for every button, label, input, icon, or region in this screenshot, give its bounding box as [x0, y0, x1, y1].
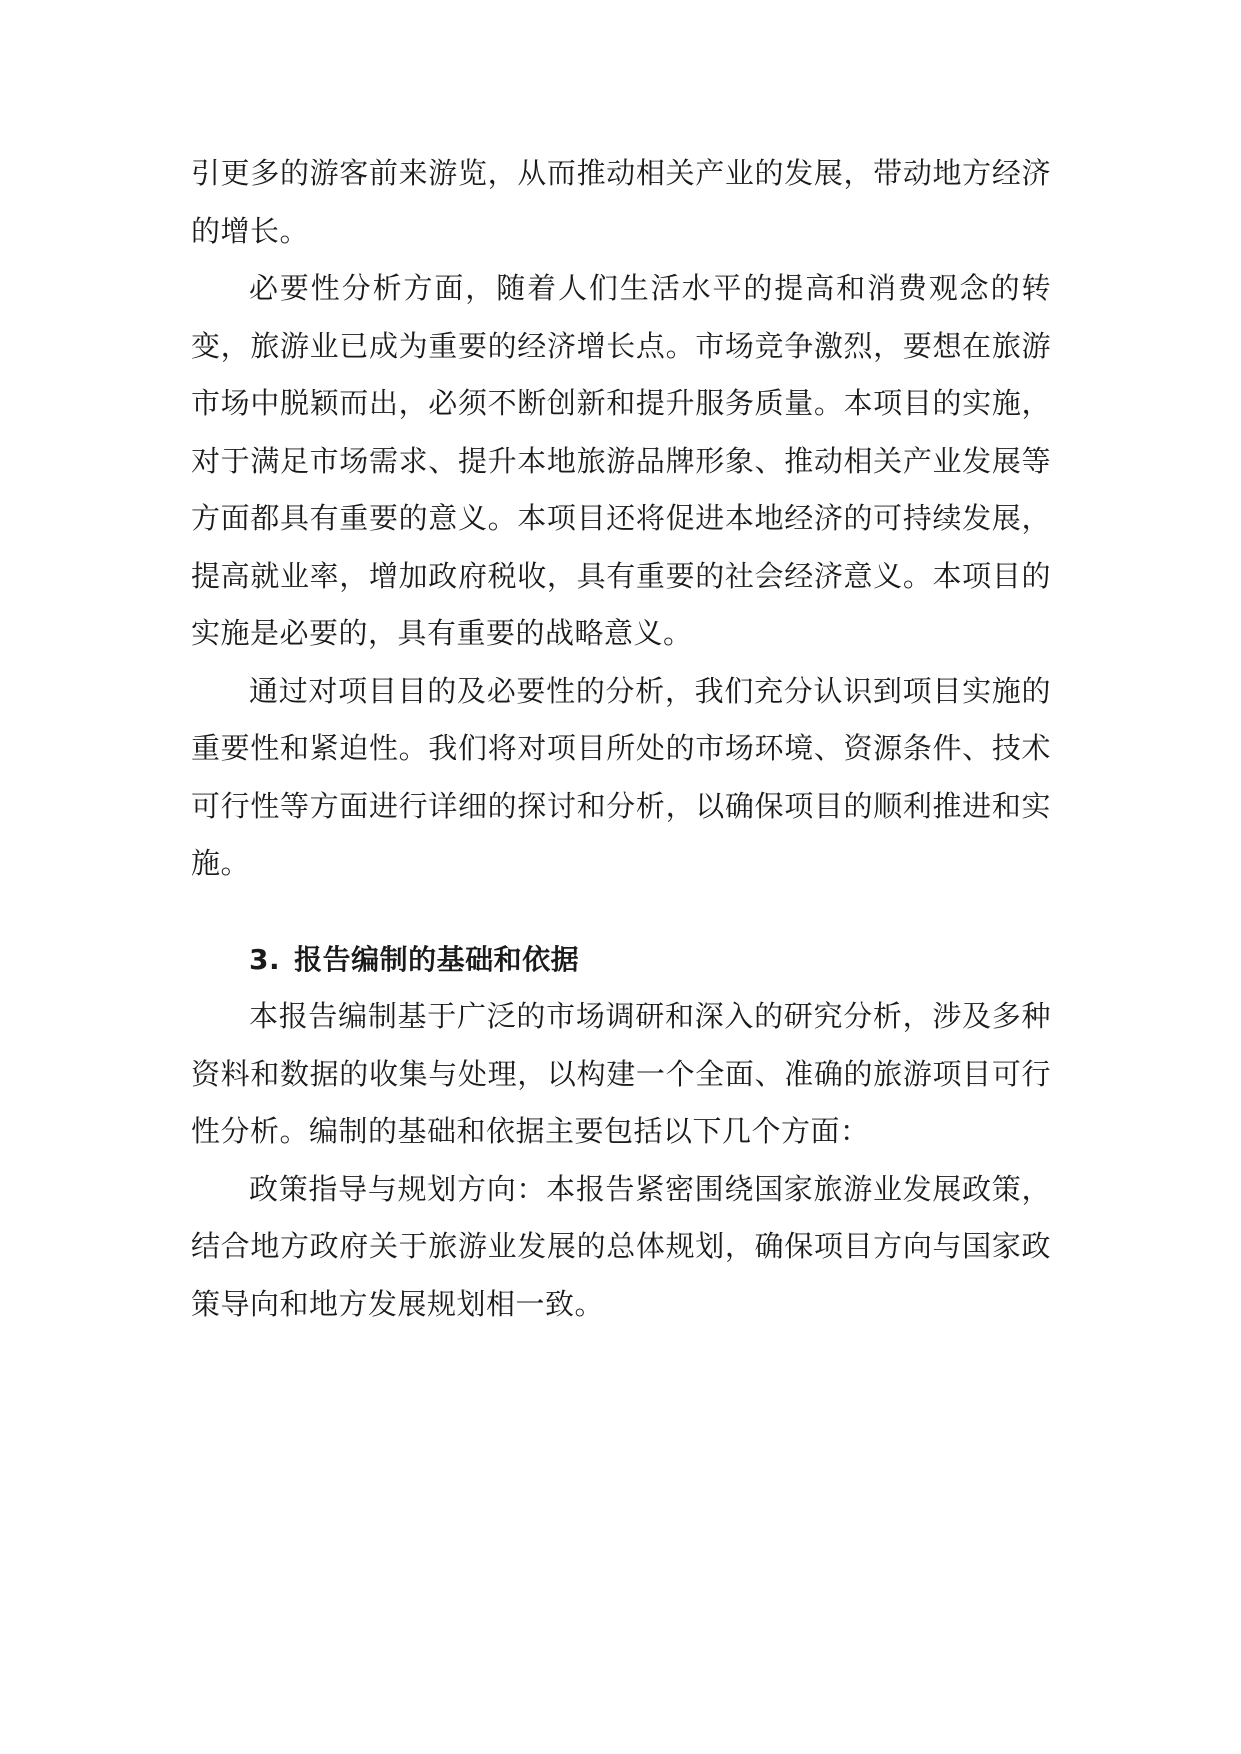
paragraph-necessity-analysis: 必要性分析方面，随着人们生活水平的提高和消费观念的转变，旅游业已成为重要的经济增长点。市场竞争激烈，要想在旅游市场中脱颖而出，必须不断创新和提升服务质量。本项目的实施，对于满足市场需求、提升本地旅游品牌形象、推动相关产业发展等方面都具有重要的意义。本项目还将促进本地经济的可持续发展，提高就业率，增加政府税收，具有重要的社会经济意义。本项目的实施是必要的，具有重要的战略意义。 [191, 271, 1051, 650]
paragraph-policy-guidance: 政策指导与规划方向：本报告紧密围绕国家旅游业发展政策，结合地方政府关于旅游业发展的总体规划，确保项目方向与国家政策导向和地方发展规划相一致。 [191, 1171, 1051, 1321]
paragraph-summary: 通过对项目目的及必要性的分析，我们充分认识到项目实施的重要性和紧迫性。我们将对项目所处的市场环境、资源条件、技术可行性等方面进行详细的探讨和分析，以确保项目的顺利推进和实施。 [191, 673, 1051, 880]
paragraph-continuation: 引更多的游客前来游览，从而推动相关产业的发展，带动地方经济的增长。 [191, 156, 1051, 248]
section-title: 报告编制的基础和依据 [294, 942, 580, 976]
section-number: 3. [249, 942, 281, 976]
paragraph-report-basis: 本报告编制基于广泛的市场调研和深入的研究分析，涉及多种资料和数据的收集与处理，以构建一个全面、准确的旅游项目可行性分析。编制的基础和依据主要包括以下几个方面： [191, 999, 1051, 1148]
section-heading [191, 931, 1051, 989]
document-body [191, 145, 1051, 1333]
